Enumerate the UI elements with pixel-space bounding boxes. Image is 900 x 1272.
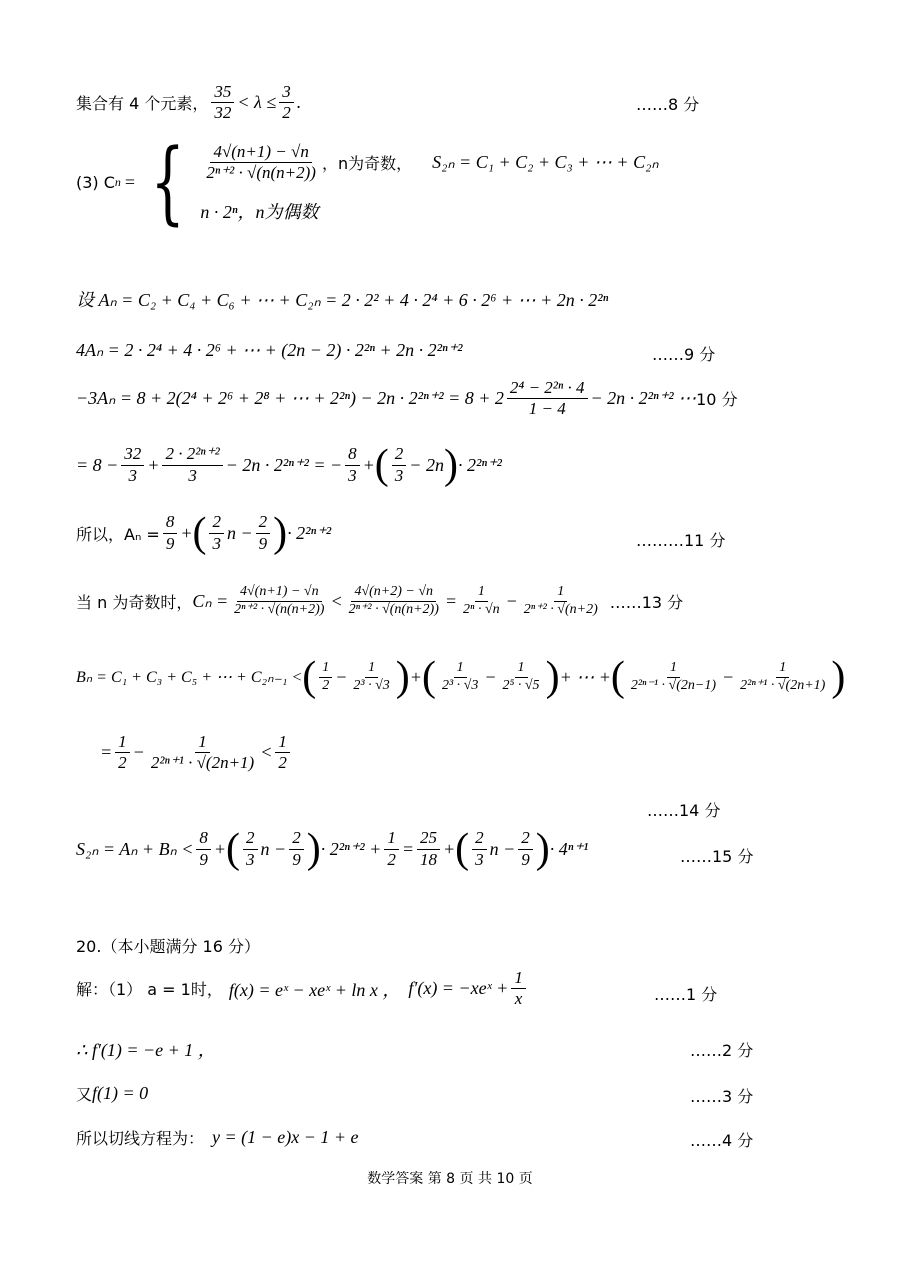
fraction: $\frac{1}{2}$: [319, 660, 332, 695]
fraction: $\frac{2}{9}$: [289, 828, 304, 870]
line-tangent: 所以切线方程为： y = (1 − e)x − 1 + e: [76, 1127, 359, 1148]
fraction: $\frac{2}{9}$: [518, 828, 533, 870]
fraction: $\frac{1}{2}$: [384, 828, 399, 870]
left-brace: {: [150, 129, 185, 235]
line-simplify: = 8 − $\frac{32}{3}$ + $\frac{\text{2 · 2²ⁿ⁺²}}{3}$ − 2n · 2²ⁿ⁺² = − $\frac{8}{3}$ + ( $\frac{2}{3}$ − 2n ) · 2²ⁿ⁺²: [76, 442, 502, 488]
cases: $\frac{4√(n+1) - √n}{\text{2ⁿ⁺² · √(n(n+2))}}$ ，n为奇数， S₂ₙ = C₁ + C₂ + C₃ + ⋯ + C₂ₙ n · 2ⁿ，n为偶数: [200, 142, 659, 222]
fraction: $\frac{35}{32}$: [211, 82, 234, 124]
fraction: $\frac{\text{2 · 2²ⁿ⁺²}}{3}$: [162, 444, 222, 486]
fraction: $\frac{25}{18}$: [417, 828, 440, 870]
score-mark: ……1 分: [654, 985, 718, 1004]
fraction: $\frac{4√(n+2) - √n}{\text{2ⁿ⁺² · √(n(n+2))}}$: [348, 584, 439, 617]
fraction: $\frac{2}{3}$: [472, 828, 487, 870]
fraction: $\frac{8}{9}$: [163, 512, 178, 554]
fraction: $\frac{\text{2⁴ − 2²ⁿ · 4}}{1 - 4}$: [507, 378, 588, 420]
fraction: $\frac{2}{9}$: [256, 512, 271, 554]
score-mark: ……8 分: [636, 95, 700, 114]
problem-heading: 20.（本小题满分 16 分）: [76, 937, 260, 956]
fraction: $\frac{1}{\text{2²ⁿ⁻¹ · √(2n−1)}}$: [630, 659, 717, 693]
line-derivative-at-1: ∴ f′(1) = −e + 1 ，: [76, 1040, 216, 1060]
score-mark: ……9 分: [652, 345, 716, 364]
fraction: $\frac{2}{3}$: [392, 444, 407, 486]
fraction: $\frac{1}{\text{2³ · √3}}$: [441, 659, 479, 693]
score-mark: ……3 分: [690, 1087, 754, 1106]
line-bn-bound: = $\frac{1}{2}$ − $\frac{1}{\text{2²ⁿ⁺¹ · √(2n+1)}}$ < $\frac{1}{2}$: [100, 732, 293, 774]
score-mark: ……2 分: [690, 1041, 754, 1060]
line-piecewise-cn: (3) C n = { $\frac{4√(n+1) - √n}{\text{2ⁿ⁺² · √(n(n+2))}}$ ，n为奇数， S₂ₙ = C₁ + C₂ + C₃ + ⋯ + C₂ₙ n · 2ⁿ，n为偶数: [76, 129, 659, 235]
line-solution-1: 解：（1） a = 1时， f(x) = eˣ − xeˣ + ln x ， f′(x) = −xeˣ + $\frac{1}{x}$: [76, 968, 529, 1010]
line-set-elements: 集合有 4 个元素， $\frac{35}{32}$ < λ ≤ $\frac{3}{2}$ .: [76, 82, 302, 123]
fraction: $\frac{4√(n+1) - √n}{\text{2ⁿ⁺² · √(n(n+2))}}$: [206, 142, 316, 183]
fraction: $\frac{4√(n+1) - √n}{\text{2ⁿ⁺² · √(n(n+2))}}$: [234, 584, 325, 617]
line-cn-odd: 当 n 为奇数时， Cₙ = $\frac{4√(n+1) - √n}{\text{2ⁿ⁺² · √(n(n+2))}}$ < $\frac{4√(n+2) - √n}{\text{2ⁿ⁺² · √(n(n+2))}}$ = $\frac{1}{\text{2ⁿ · √n}}$ − $\frac{1}{\text{2ⁿ⁺² · √(n+2)}}$ ……13 分: [76, 584, 684, 617]
fraction: $\frac{1}{\text{2⁵ · √5}}$: [502, 659, 540, 693]
line-bn: Bₙ = C₁ + C₃ + C₅ + ⋯ + C₂ₙ₋₁ < ( $\frac{1}{2}$ − $\frac{1}{\text{2³ · √3}}$ ) + ( $\frac{1}{\text{2³ · √3}}$ − $\frac{1}{\text{2⁵ · √5}}$ ) + ⋯ + ( $\frac{1}{\text{2²ⁿ⁻¹ · √(2n−1)}}$ − $\frac{1}{\text{2²ⁿ⁺¹ · √(2n+1)}}$ ): [76, 654, 846, 700]
line-define-an: 设 Aₙ = C₂ + C₄ + C₆ + ⋯ + C₂ₙ = 2 · 2² + 4 · 2⁴ + 6 · 2⁶ + ⋯ + 2n · 2²ⁿ: [76, 290, 609, 310]
score-mark: ……15 分: [680, 847, 754, 866]
fraction: $\frac{1}{\text{2ⁿ⁺² · √(n+2)}}$: [523, 584, 598, 617]
line-f1: 又 f(1) = 0: [76, 1083, 149, 1104]
line-an-result: 所以，Aₙ = $\frac{8}{9}$ + ( $\frac{2}{3}$ n − $\frac{2}{9}$ ) · 2²ⁿ⁺²: [76, 510, 332, 556]
line-s2n: S₂ₙ = Aₙ + Bₙ < $\frac{8}{9}$ + ( $\frac{2}{3}$ n − $\frac{2}{9}$ ) · 2²ⁿ⁺² + $\frac{1}{2}$ = $\frac{25}{18}$ + ( $\frac{2}{3}$ n − $\frac{2}{9}$ ) · 4ⁿ⁺¹: [76, 826, 589, 872]
fraction: $\frac{1}{\text{2³ · √3}}$: [353, 659, 390, 693]
fraction: $\frac{1}{2}$: [115, 732, 130, 774]
fraction: $\frac{1}{2}$: [275, 732, 290, 774]
line-minus3an: −3Aₙ = 8 + 2(2⁴ + 2⁶ + 2⁸ + ⋯ + 2²ⁿ) − 2n · 2²ⁿ⁺² = 8 + 2 $\frac{\text{2⁴ − 2²ⁿ · 4}}{1 - 4}$ − 2n · 2²ⁿ⁺² ⋯ 10 分: [76, 378, 738, 419]
fraction: $\frac{2}{3}$: [243, 828, 258, 870]
fraction: $\frac{1}{\text{2²ⁿ⁺¹ · √(2n+1)}}$: [740, 659, 826, 693]
line-4an: 4Aₙ = 2 · 2⁴ + 4 · 2⁶ + ⋯ + (2n − 2) · 2²ⁿ + 2n · 2²ⁿ⁺²: [76, 340, 463, 360]
score-mark: ……14 分: [647, 801, 721, 820]
fraction: $\frac{8}{3}$: [345, 444, 360, 486]
fraction: $\frac{1}{\text{2²ⁿ⁺¹ · √(2n+1)}}$: [150, 732, 255, 773]
fraction: $\frac{1}{x}$: [511, 968, 526, 1010]
score-mark: ……4 分: [690, 1131, 754, 1150]
fraction: $\frac{1}{\text{2ⁿ · √n}}$: [463, 584, 500, 617]
fraction: $\frac{2}{3}$: [209, 512, 224, 554]
fraction: $\frac{32}{3}$: [121, 444, 144, 486]
score-mark: ………11 分: [636, 531, 726, 550]
page-footer: 数学答案 第 8 页 共 10 页: [367, 1171, 533, 1187]
fraction: $\frac{8}{9}$: [196, 828, 211, 870]
fraction: $\frac{3}{2}$: [279, 82, 294, 124]
